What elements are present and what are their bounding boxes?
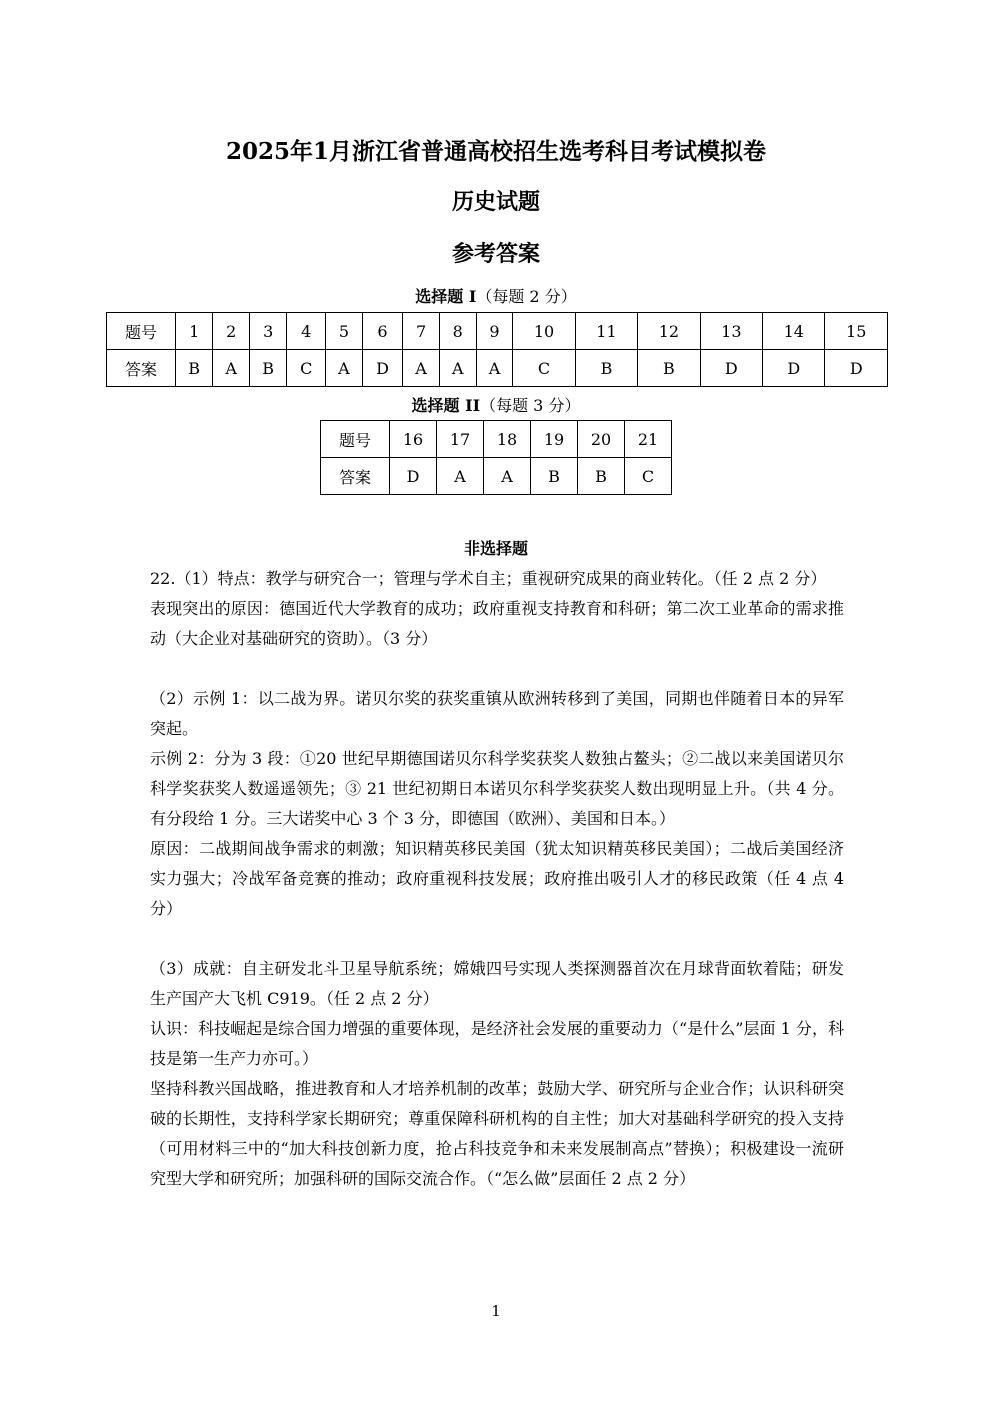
answer-cell: C	[287, 350, 326, 387]
table-row-numbers	[107, 313, 888, 350]
answer-cell: B	[250, 350, 287, 387]
row-label-number: 题号	[107, 313, 176, 350]
section1-note: （每题 2 分）	[476, 287, 577, 306]
question-number: 7	[403, 313, 440, 350]
question-number: 2	[213, 313, 250, 350]
question-number: 11	[575, 313, 637, 350]
answer-cell: B	[531, 458, 578, 495]
answer-cell: D	[763, 350, 825, 387]
nonchoice-body	[150, 564, 844, 1194]
question-number: 5	[326, 313, 363, 350]
answer-table-section2	[320, 420, 672, 495]
nonchoice-heading: 非选择题	[463, 539, 528, 558]
question-number: 1	[176, 313, 213, 350]
answer-paragraph: （2）示例 1：以二战为界。诺贝尔奖的获奖重镇从欧洲转移到了美国，同期也伴随着日本的异军突起。	[150, 689, 844, 738]
table-row-answers	[321, 458, 672, 495]
answer-cell: D	[362, 350, 402, 387]
question-number: 15	[825, 313, 888, 350]
question-number: 9	[476, 313, 513, 350]
subject-title: 历史试题	[451, 189, 540, 215]
answer-paragraph: 22.（1）特点：教学与研究合一；管理与学术自主；重视研究成果的商业转化。（任 2 点 2 分）	[150, 569, 827, 588]
answer-cell: A	[213, 350, 250, 387]
paragraph-gap	[150, 924, 844, 954]
answer-paragraph: 坚持科教兴国战略，推进教育和人才培养机制的改革；鼓励大学、研究所与企业合作；认识科研突破的长期性，支持科学家长期研究；尊重保障科研机构的自主性；加大对基础科学研究的投入支持（可用材料三中的“加大科技创新力度，抢占科技竞争和未来发展制高点”替换）；积极建设一流研究型大学和研究所；加强科研的国际交流合作。（“怎么做”层面任 2 点 2 分）	[150, 1079, 844, 1188]
section2-name: 选择题 II	[411, 396, 481, 415]
question-number: 4	[287, 313, 326, 350]
question-number: 13	[700, 313, 762, 350]
answer-cell: A	[484, 458, 531, 495]
answer-cell: D	[700, 350, 762, 387]
answer-cell: A	[476, 350, 513, 387]
question-number: 14	[763, 313, 825, 350]
section2-note: （每题 3 分）	[480, 396, 581, 415]
row-label-number: 题号	[321, 421, 390, 458]
section1-name: 选择题 I	[415, 287, 477, 306]
answer-key-heading: 参考答案	[451, 241, 540, 267]
answer-cell: A	[326, 350, 363, 387]
answer-paragraph: 原因：二战期间战争需求的刺激；知识精英移民美国（犹太知识精英移民美国）；二战后美国经济实力强大；冷战军备竞赛的推动；政府重视科技发展；政府推出吸引人才的移民政策（任 4 点 4 分）	[150, 839, 844, 918]
answer-cell: B	[575, 350, 637, 387]
page-number: 1	[491, 1302, 501, 1320]
row-label-answer: 答案	[107, 350, 176, 387]
question-number: 12	[638, 313, 700, 350]
table-row-numbers	[321, 421, 672, 458]
answer-cell: A	[439, 350, 476, 387]
answer-cell: C	[625, 458, 672, 495]
answer-table-section1	[106, 312, 888, 387]
question-number: 21	[625, 421, 672, 458]
answer-paragraph: （3）成就：自主研发北斗卫星导航系统；嫦娥四号实现人类探测器首次在月球背面软着陆；研发生产国产大飞机 C919。（任 2 点 2 分）	[150, 959, 844, 1008]
answer-cell: B	[578, 458, 625, 495]
question-number: 3	[250, 313, 287, 350]
answer-paragraph: 认识：科技崛起是综合国力增强的重要体现，是经济社会发展的重要动力（“是什么”层面 1 分，科技是第一生产力亦可。）	[150, 1019, 844, 1068]
question-number: 10	[513, 313, 575, 350]
answer-paragraph: 示例 2：分为 3 段：①20 世纪早期德国诺贝尔科学奖获奖人数独占鳌头；②二战以来美国诺贝尔科学奖获奖人数遥遥领先；③ 21 世纪初期日本诺贝尔科学奖获奖人数出现明显上升。（共 4 分。有分段给 1 分。三大诺奖中心 3 个 3 分，即德国（欧洲）、美国和日本。）	[150, 749, 844, 828]
answer-cell: D	[825, 350, 888, 387]
answer-paragraph: 表现突出的原因：德国近代大学教育的成功；政府重视支持教育和科研；第二次工业革命的需求推动（大企业对基础研究的资助）。（3 分）	[150, 599, 844, 648]
answer-cell: A	[437, 458, 484, 495]
row-label-answer: 答案	[321, 458, 390, 495]
question-number: 19	[531, 421, 578, 458]
question-number: 18	[484, 421, 531, 458]
section2-caption	[0, 393, 992, 416]
table-row-answers	[107, 350, 888, 387]
paragraph-gap	[150, 654, 844, 684]
question-number: 20	[578, 421, 625, 458]
question-number: 17	[437, 421, 484, 458]
answer-cell: B	[176, 350, 213, 387]
section1-caption	[0, 284, 992, 307]
answer-cell: C	[513, 350, 575, 387]
question-number: 16	[390, 421, 437, 458]
exam-title: 2025年1月浙江省普通高校招生选考科目考试模拟卷	[225, 138, 767, 165]
question-number: 6	[362, 313, 402, 350]
answer-cell: A	[403, 350, 440, 387]
answer-cell: D	[390, 458, 437, 495]
answer-cell: B	[638, 350, 700, 387]
question-number: 8	[439, 313, 476, 350]
